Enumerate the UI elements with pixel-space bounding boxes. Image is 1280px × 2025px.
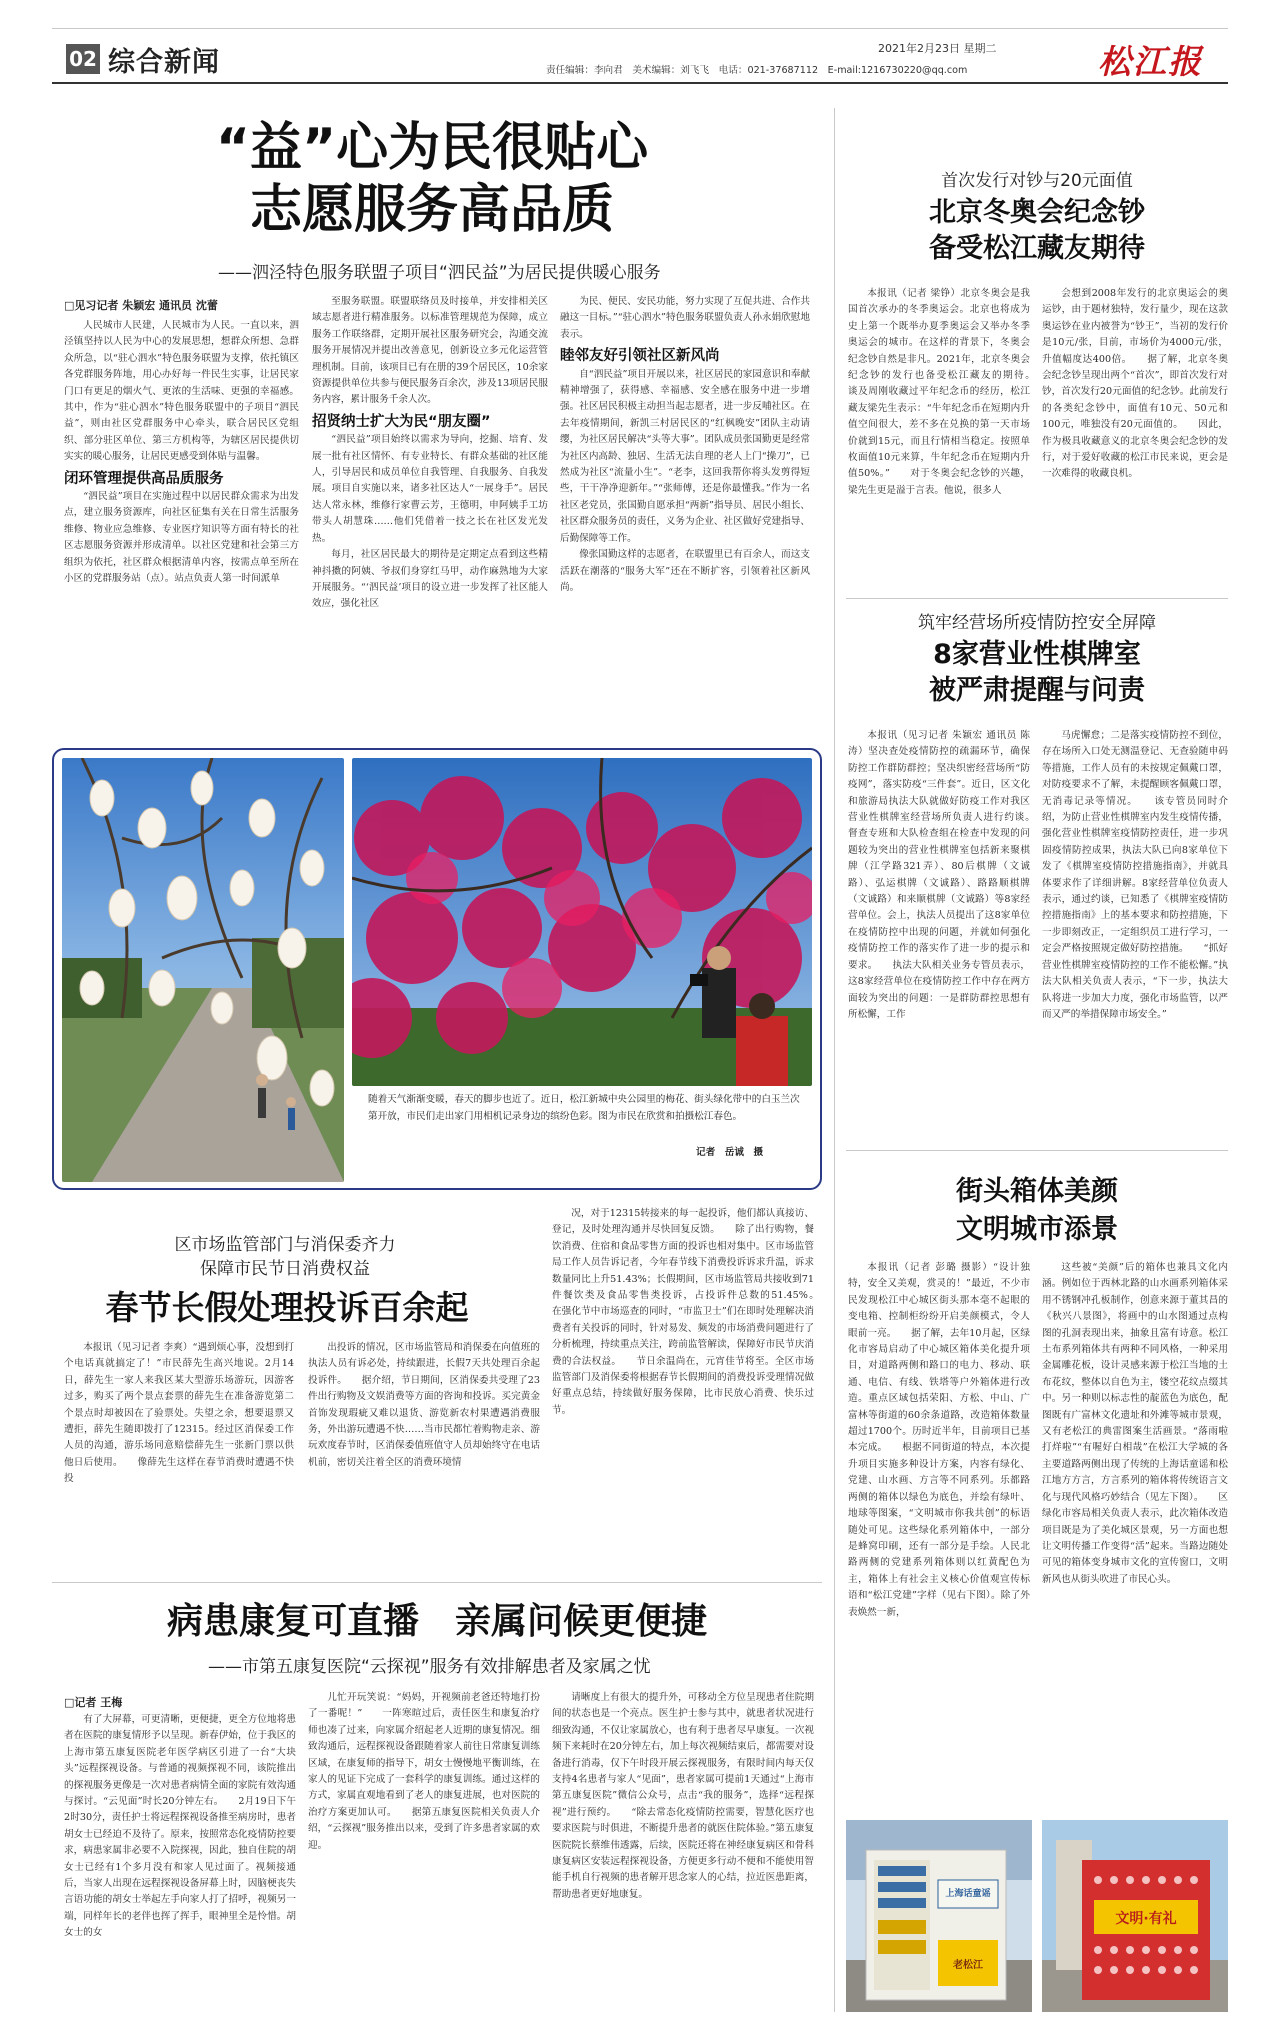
a5-headline: 病患康复可直播 亲属问候更便捷 xyxy=(166,1601,707,1642)
a3-headline-2: 被严肃提醒与问责 xyxy=(929,675,1145,706)
a3-column-2: 马虎懈怠；二是落实疫情防控不到位，存在场所入口处无测温登记、无查验随申码等措施，工作人员有的未按规定佩戴口罩，对防疫要求不了解，未提醒顾客佩戴口罩，无消毒记录等情况。 该专管员同时介绍，为防止营业性棋牌室内发生疫情传播，强化营业性棋牌室疫情防控责任，进一步巩固疫情防控成果，执法大队已向8家单位下发了《棋牌室疫情防控措施指南》，并就具体要求作了详细讲解。8家经营单位负责人表示，通过约谈，已知悉了《棋牌室疫情防控措施指南》上的基本要求和防控措施，下一步即刻改正，一定组织员工进行学习，一定会严格按照规定做好防控措施。 “抓好营业性棋牌室疫情防控的工作不能松懈。”执法大队相关负责人表示，“下一步，执法大队将进一步加大力度，强化市场监管，以严而又严的举措保障市场安全。” xyxy=(1042,730,1228,1020)
magnolia-image xyxy=(62,758,344,1182)
a6-column-2: 这些被“美颜”后的箱体也兼具文化内涵。例如位于西林北路的山水画系列箱体采用不锈钢冲孔板制作，创意来源于董其昌的《秋兴八景图》，将画中的山水图通过点构图的孔洞表现出来，抽象且富有诗意。松江土布系列箱体共有两种不同风格，一种采用金属雕花板，设计灵感来源于松江当地的土布花纹，整体以自色为主，镂空花纹点缀其中。另一种则以标志性的靛蓝色为底色，配图既有广富林文化遗址和外滩等城市景观，又有老松江的典雷图案生活画景。“落雨啦打烊啦”“有喔好白相哉”在松江大学城的各主要道路两侧出现了传统的上海话童谣和松江地方方言，方言系列的箱体将传统语言文化与现代风格巧妙结合（见左下图）。 区绿化市容局相关负责人表示，此次箱体改造项目既是为了美化城区景观，另一方面也想让文明传播工作变得“活”起来。当路边随处可见的箱体变身城市文化的宣传窗口，文明新风也从街头吹进了市民心头。 xyxy=(1042,1262,1228,1585)
photo-plum xyxy=(352,758,812,1086)
a1-subhead-1: 闭环管理提供高品质服务 xyxy=(64,470,224,487)
a1-c2-p2: “泗民益”项目始终以需求为导向，挖掘、培育、发展一批有社区情怀、有专业特长、有群众基础的社区能人，引导居民和成员单位自我管理、自我服务、自我发展。项目自实施以来，诸多社区达人“一展身手”。居民达人常永林，维修行家曹云芳，王德明，申阿姨手工坊带头人胡慧珠……他们凭借着一技之长在社区发光发热。 xyxy=(312,434,548,544)
a5-byline: □记者 王梅 xyxy=(64,1696,123,1709)
header-rule xyxy=(52,82,1228,84)
column-divider xyxy=(834,108,835,2012)
a1-c3-p3: 像张国勤这样的志愿者，在联盟里已有百余人，而这支活跃在潮落的“服务大军”还在不断扩容，引领着社区新风尚。 xyxy=(560,549,810,593)
editors-line: 责任编辑：李向君 美术编辑：刘飞飞 电话：021-37687112 E-mail:1216730220@qq.com xyxy=(546,65,968,76)
a1-column-3 xyxy=(560,294,810,740)
newspaper-logo: 松江报 xyxy=(1098,42,1203,81)
a2-column-2: 会想到2008年发行的北京奥运会的奥运钞，由于题材独特，发行量少，现在这款奥运钞在业内被誉为“钞王”，当初的发行价是10元/张，目前，市场价为4000元/张，升值幅度达400倍。 据了解，北京冬奥会纪念钞呈现出两个“首次”，即首次发行对钞，首次发行20元面值的纪念钞。此前发行的各类纪念钞中，面值有10元、50元和100元，唯独没有20元面值的。 因此，作为极具收藏意义的北京冬奥会纪念钞的发行，对于爱好收藏的松江市民来说，更会是一次难得的收藏良机。 xyxy=(1042,288,1228,480)
page-number: 02 xyxy=(66,44,100,74)
divider-a2-a3 xyxy=(846,598,1228,599)
photo-caption: 随着天气渐渐变暖，春天的脚步也近了。近日，松江新城中央公园里的梅花、街头绿化带中的白玉兰次第开放，市民们走出家门用相机记录身边的缤纷色彩。图为市民在欣赏和拍摄松江春色。 xyxy=(368,1094,800,1122)
a1-subhead-3: 睦邻友好引领社区新风尚 xyxy=(560,348,720,365)
a1-c3-p1: 为民、便民、安民功能，努力实现了互促共进、合作共融这一目标。”“驻心泗水”特色服务联盟负责人孙永娟欣慰地表示。 xyxy=(560,296,810,340)
top-rule xyxy=(52,28,1228,29)
a2-column-1: 本报讯（记者 梁铮）北京冬奥会是我国首次承办的冬季奥运会。北京也将成为史上第一个既举办夏季奥运会又举办冬季奥运会的城市。在这样的背景下，冬奥会纪念钞自然是非凡。2021年，北京冬奥会纪念钞的发行也备受松江藏友的期待。 谈及周刚收藏过平年纪念币的经历，松江藏友梁先生表示：“牛年纪念币在短期内升值空间很大，差不多在兑换的第一天市场价就到15元，而且行情相当稳定。按照单枚面值10元来算，牛年纪念币在短期内升值50%。” 对于冬奥会纪念钞的兴趣，梁先生更是溢于言表。他说，很多人 xyxy=(848,288,1030,496)
photo-dialect-box xyxy=(846,1820,1032,2012)
a3-kicker: 筑牢经营场所疫情防控安全屏障 xyxy=(918,613,1156,633)
a1-subhead-2: 招贤纳士扩大为民“朋友圈” xyxy=(312,413,491,430)
a1-c2-p3: 每月，社区居民最大的期待是定期定点看到这些精神抖擞的阿姨、爷叔们身穿红马甲，动作麻熟地为大家开展服务。“‘泗民益’项目的设立进一步发挥了社区能人效应，强化社区 xyxy=(312,549,548,610)
plum-blossom-image xyxy=(352,758,812,1086)
a4-kicker-2: 保障市民节日消费权益 xyxy=(200,1259,370,1279)
dialect-box-tag: 老松江 xyxy=(953,1960,983,1971)
a6-headline-1: 街头箱体美颜 xyxy=(956,1176,1118,1207)
a2-kicker: 首次发行对钞与20元面值 xyxy=(941,171,1133,191)
a1-byline: □见习记者 朱颖宏 通讯员 沈蕾 xyxy=(64,299,218,312)
a1-headline-2: 志愿服务高品质 xyxy=(249,180,614,240)
dialect-box-label: 上海话童谣 xyxy=(945,1889,991,1899)
a1-c3-p2: 自“泗民益”项目开展以来，社区居民的家园意识和奉献精神增强了，获得感、幸福感、安全感在服务中进一步增强。社区居民积极主动担当起志愿者，进一步反哺社区。在去年疫情期间，新凯三村居民区的“红枫晚安”团队主动请缨，为社区居民解决“头等大事”。团队成员张国勤更是经常为社区内高龄、独居、生活无法自理的老人上门“操刀”，已然成为社区“流量小生”。“老李，这回我帮你将头发剪得短些，干干净净迎新年。”“张师傅，还是你最懂我。”作为一名社区老党员，张国勤自愿承担“两新”指导员、居民小组长、社区群众服务员的责任，义务为企业、社区做好党建指导、后勤保障等工作。 xyxy=(560,368,810,544)
section-title: 综合新闻 xyxy=(108,47,220,78)
a1-column-1 xyxy=(64,318,299,738)
photo-credit: 记者 岳诚 摄 xyxy=(696,1147,764,1158)
a4-kicker-1: 区市场监管部门与消保委齐力 xyxy=(174,1235,396,1255)
a2-headline-2: 备受松江藏友期待 xyxy=(929,233,1145,264)
a1-column-2 xyxy=(312,294,548,740)
a1-c1-p2: “泗民益”项目在实施过程中以居民群众需求为出发点，建立服务资源库，向社区征集有关在日常生活服务维修、物业应急维修、专业医疗知识等方面有特长的社区志愿服务资源并形成清单。以社区党建和社会第三方组织为依托，社区群众根据清单内容，按需点单至所在小区的党群服务站（点）。站点负责人第一时间派单 xyxy=(64,491,299,585)
a1-c2-p1: 至服务联盟。联盟联络员及时接单，并安排相关区域志愿者进行精准服务。以标准管理规范为保障，成立服务工作联络群，定期开展社区服务研究会，沟通交流服务开展情况并提出改善意见，创新设立多元化运营管理机制。目前，该项目已有在册的39个居民区，10余家资源提供单位共参与便民服务百余次，涉及13项居民服务内容，累计服务千余人次。 xyxy=(312,296,548,406)
a1-c1-p1: 人民城市人民建，人民城市为人民。一直以来，泗泾镇坚持以人民为中心的发展思想，想群众所想、急群众所急，以“驻心泗水”特色服务联盟为支撑，依托镇区各党群服务阵地，用心办好每一件民生实事，让居民家门口有更足的烟火气、更浓的生活味、更强的幸福感。其中，作为“驻心泗水”特色服务联盟中的子项目“泗民益”，则由社区党群服务中心牵头，联合居民区党组织、部分驻区单位、第三方机构等，为辖区居民提供切实实的暖心服务，让居民更感受到体贴与温馨。 xyxy=(64,320,299,463)
issue-date: 2021年2月23日 星期二 xyxy=(878,42,997,55)
a4-headline: 春节长假处理投诉百余起 xyxy=(105,1288,469,1327)
a4-column-3: 况，对于12315转接来的每一起投诉，他们都认真接访、登记，及时处理沟通并尽快回复反馈。 除了出行购物，餐饮消费、住宿和食品零售方面的投诉也相对集中。区市场监管局工作人员告诉记者，今年春节线下消费投诉诉求升温，诉求数量同比上升51.43%；长假期间，区市场监管局共接收到71件餐饮类及食品零售类投诉，占投诉件总数的51.45%。 在强化节中市场巡查的同时，“市监卫士”们在即时处理解决消费者有关投诉的同时，针对易发、频发的市场消费问题进行了分析梳理，持续重点关注，跨前监管解读，保障好市民节庆消费的合法权益。 节日余温尚在，元宵佳节将至。全区市场监管部门及消保委将根据春节长假期间的消费投诉受理情况做好重点总结，持续做好服务保障，比市民放心消费、快乐过节。 xyxy=(552,1208,814,1416)
a2-headline-1: 北京冬奥会纪念钞 xyxy=(929,197,1145,228)
a6-column-1: 本报讯（记者 彭璐 摄影）“设计独特，安全又美观，赏灵的！”最近，不少市民发现松江中心城区街头那本毫不起眼的变电箱、控制柜纷纷开启美颜模式，令人眼前一亮。 据了解，去年10月起，区绿化市容局启动了中心城区箱体美化提升项目，对道路两侧和路口的电力、移动、联通、电信、有线、铁塔等户外箱体进行改造。重点区域包括荣阳、方松、中山、广富林等街道的60余条道路，改造箱体数量超过1700个。历时近半年，目前项目已基本完成。 根据不同街道的特点，本次提升项目实施多种设计方案，内容有绿化、党建、山水画、方言等不同系列。乐都路两侧的箱体以绿色为底色，并绘有绿叶、地球等图案，“文明城市你我共创”的标语随处可见。这些绿化系列箱体中，一部分是蜂窝印刷，还有一部分是手绘。人民北路两侧的党建系列箱体则以红黄配色为主，箱体上有社会主义核心价值观宣传标语和“松江党建”字样（见右下图）。除了外表焕然一新， xyxy=(848,1262,1030,1618)
photo-magnolia xyxy=(62,758,344,1182)
photo-party-box xyxy=(1042,1820,1228,2012)
a1-subtitle: ——泗泾特色服务联盟子项目“泗民益”为居民提供暖心服务 xyxy=(218,263,661,283)
a5-subtitle: ——市第五康复医院“云探视”服务有效排解患者及家属之忧 xyxy=(208,1657,651,1677)
a6-headline-2: 文明城市添景 xyxy=(956,1214,1118,1245)
party-box-label: 文明·有礼 xyxy=(1115,1911,1177,1927)
a3-headline-1: 8家营业性棋牌室 xyxy=(933,639,1141,670)
a5-column-3: 请晰度上有很大的提升外，可移动全方位呈现患者住院期间的状态也是一个亮点。医生护士参与其中，就患者状况进行细致沟通，不仅让家属放心，也有利于患者尽早康复。一次视频下来耗时在20分钟左右，加上每次视频结束后，都需要对设备进行消毒，仅下午时段开展云探视服务，有限时间内每天仅支持4名患者与家人“见面”，患者家属可提前1天通过“上海市第五康复医院”微信公众号，点击“我的服务”，选择“远程探视”进行预约。 “除去常态化疫情防控需要，智慧化医疗也要求医院与时俱进，不断提升患者的就医住院体验。”第五康复医院院长蔡维伟透露，后续，医院还将在神经康复病区和骨科康复病区安装远程探视设备，方便更多行动不便和不能使用智能手机自行视频的患者解开思念家人的心结，拉近医患距离，帮助患者更好地康复。 xyxy=(552,1692,814,1900)
a3-column-1: 本报讯（见习记者 朱颖宏 通讯员 陈涛）坚决查处疫情防控的疏漏环节，确保防控工作群防群控；坚决织密经营场所“防疫网”，落实防疫“三件套”。近日，区文化和旅游局执法大队就做好防疫工作对我区营业性棋牌室经营场所负责人进行约谈。 督查专班和大队检查组在检查中发现的问题较为突出的营业性棋牌室包括新来聚棋牌（江学路321弄）、80后棋牌（文诚路）、弘运棋牌（文诚路）、路路顺棋牌（文诚路）和来顺棋牌（文诚路）等8家经营单位。会上，执法人员提出了这8家单位在疫情防控中出现的问题，并就如何强化疫情防控工作的落实作了进一步的提示和要求。 执法大队相关业务专管员表示，这8家经营单位在疫情防控工作中存在两方面较为突出的问题：一是群防群控思想有所松懈，工作 xyxy=(848,730,1030,1020)
divider-a3-a6 xyxy=(846,1150,1228,1151)
a5-column-2: 儿忙开玩笑说：“妈妈，开视频前老爸还特地打扮了一番呢！” 一阵寒暄过后，责任医生和康复治疗师也凑了过来，向家属介绍起老人近期的康复情况。细致沟通后，远程探视设备跟随着家人前往日常康复训练区域，在康复师的指导下，胡女士慢慢地平衡训练，在家人的见证下完成了一套科学的康复训练。通过这样的方式，家属直观地看到了老人的康复进展，也对医院的治疗方案更加认可。 据第五康复医院相关负责人介绍，“云探视”服务推出以来，受到了许多患者家属的欢迎。 xyxy=(308,1692,540,1851)
divider-a4-a5 xyxy=(52,1582,822,1583)
a1-headline-1: “益”心为民很贴心 xyxy=(215,118,649,178)
a4-column-1: 本报讯（见习记者 李爽）“遇到烦心事，没想到打个电话真就搞定了！”市民薛先生高兴地说。2月14日，薛先生一家人来我区某大型游乐场游玩，因游客过多，购买了两个景点套票的薛先生在准备游览第二个景点时却被因在了验票处。失望之余，想要退票又遭拒，薛先生随即拨打了12315。经过区消保委工作人员的沟通，游乐场同意赔偿薛先生一张新门票以供他日后使用。 像薛先生这样在春节消费时遭遇不快投 xyxy=(64,1342,294,1485)
a4-column-2: 出投诉的情况，区市场监管局和消保委在向值班的执法人员有诉必处，持续跟进，长假7天共处理百余起投诉件。 据介绍，节日期间，区消保委共受理了23件出行购物及文娱消费等方面的咨询和投诉。买完黄金首饰发现瑕疵又难以退货、游览新农村果遭遇消费服务，外出游玩遭遇不快……当市民都忙着购物走亲、游玩欢度春节时，区消保委值班值守人员却始终守在电话机前，密切关注着全区的消费环境情 xyxy=(308,1342,540,1468)
a5-column-1: 有了大屏幕，可更清晰，更便捷，更全方位地将患者在医院的康复情形予以呈现。新春伊始，位于我区的上海市第五康复医院老年医学病区引进了一台“大块头”远程探视设备。与普通的视频探视不同，该院推出的探视服务更像是一次对患者病情全面的家院有效沟通与探讨。“云见面”时长20分钟左右。 2月19日下午2时30分，责任护士将远程探视设备推至病房时，患者胡女士已经迫不及待了。原来，按照常态化疫情防控要求，病患家属非必要不入院探视，因此，独自住院的胡女士已经有1个多月没有和家人见过面了。视频接通后，当家人出现在远程探视设备屏幕上时，因脑梗丧失言语功能的胡女士举起左手向家人打了招呼，视频另一端，同样年长的老伴也挥了挥手，眼神里全是怜惜。胡女士的女 xyxy=(64,1714,296,1939)
dialect-box-image xyxy=(846,1820,1032,2012)
